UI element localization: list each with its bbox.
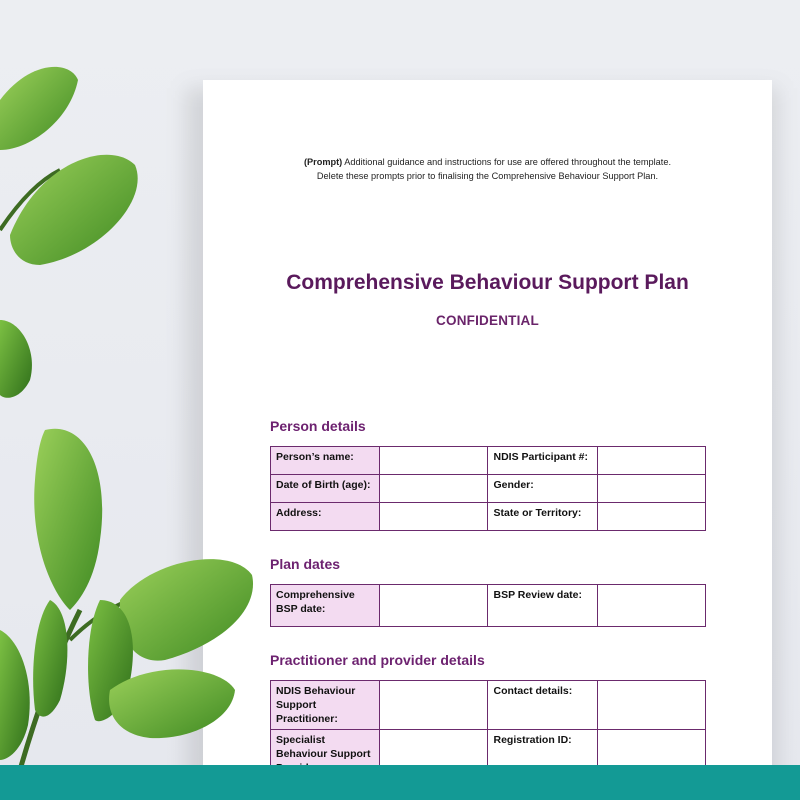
practitioner-field[interactable] bbox=[380, 681, 488, 730]
state-territory-field[interactable] bbox=[597, 503, 705, 531]
address-field[interactable] bbox=[380, 503, 488, 531]
prompt-line-1: Additional guidance and instructions for use are offered throughout the template. bbox=[342, 157, 672, 167]
field-label: Registration ID: bbox=[488, 730, 597, 771]
field-label: Contact details: bbox=[488, 681, 597, 730]
date-of-birth-field[interactable] bbox=[380, 475, 488, 503]
field-label: Specialist Behaviour Support bbox=[271, 730, 380, 771]
gender-field[interactable] bbox=[597, 475, 705, 503]
table-row bbox=[271, 475, 706, 503]
page-title: Comprehensive Behaviour Support Plan bbox=[286, 271, 689, 294]
field-label: Address: bbox=[271, 503, 380, 531]
section-heading-person: Person details bbox=[270, 418, 366, 434]
field-label: NDIS Behaviour Support Practitioner: bbox=[271, 681, 380, 730]
registration-id-field[interactable] bbox=[597, 730, 705, 771]
plant-leaves-icon bbox=[0, 0, 260, 800]
field-label: NDIS Participant #: bbox=[488, 447, 597, 475]
bsp-date-field[interactable] bbox=[380, 585, 488, 627]
prompt-line-2: Delete these prompts prior to finalising the Comprehensive Behaviour Support Plan. bbox=[316, 171, 659, 181]
table-row bbox=[271, 681, 706, 730]
bsp-review-date-field[interactable] bbox=[597, 585, 705, 627]
person-details-table bbox=[270, 446, 706, 531]
table-row bbox=[271, 503, 706, 531]
field-label: BSP Review date: bbox=[488, 585, 597, 627]
section-heading-plan-dates: Plan dates bbox=[270, 556, 341, 572]
field-label: Comprehensive BSP date: bbox=[271, 585, 380, 627]
section-heading-practitioner: Practitioner and provider details bbox=[270, 652, 485, 668]
document-page bbox=[203, 80, 772, 770]
field-label: Person’s name: bbox=[271, 447, 380, 475]
table-row bbox=[271, 730, 706, 771]
confidential-label: CONFIDENTIAL bbox=[436, 313, 539, 328]
footer-teal-bar bbox=[0, 765, 800, 800]
plan-dates-table bbox=[270, 584, 706, 627]
practitioner-table bbox=[270, 680, 706, 770]
field-label: Date of Birth (age): bbox=[271, 475, 380, 503]
prompt-label: (Prompt) bbox=[303, 157, 343, 167]
ndis-participant-field[interactable] bbox=[597, 447, 705, 475]
table-row bbox=[271, 585, 706, 627]
table-row bbox=[271, 447, 706, 475]
contact-details-field[interactable] bbox=[597, 681, 705, 730]
field-label: State or Territory: bbox=[488, 503, 597, 531]
field-label: Gender: bbox=[488, 475, 597, 503]
prompt-note bbox=[243, 155, 732, 183]
provider-field[interactable] bbox=[380, 730, 488, 771]
persons-name-field[interactable] bbox=[380, 447, 488, 475]
